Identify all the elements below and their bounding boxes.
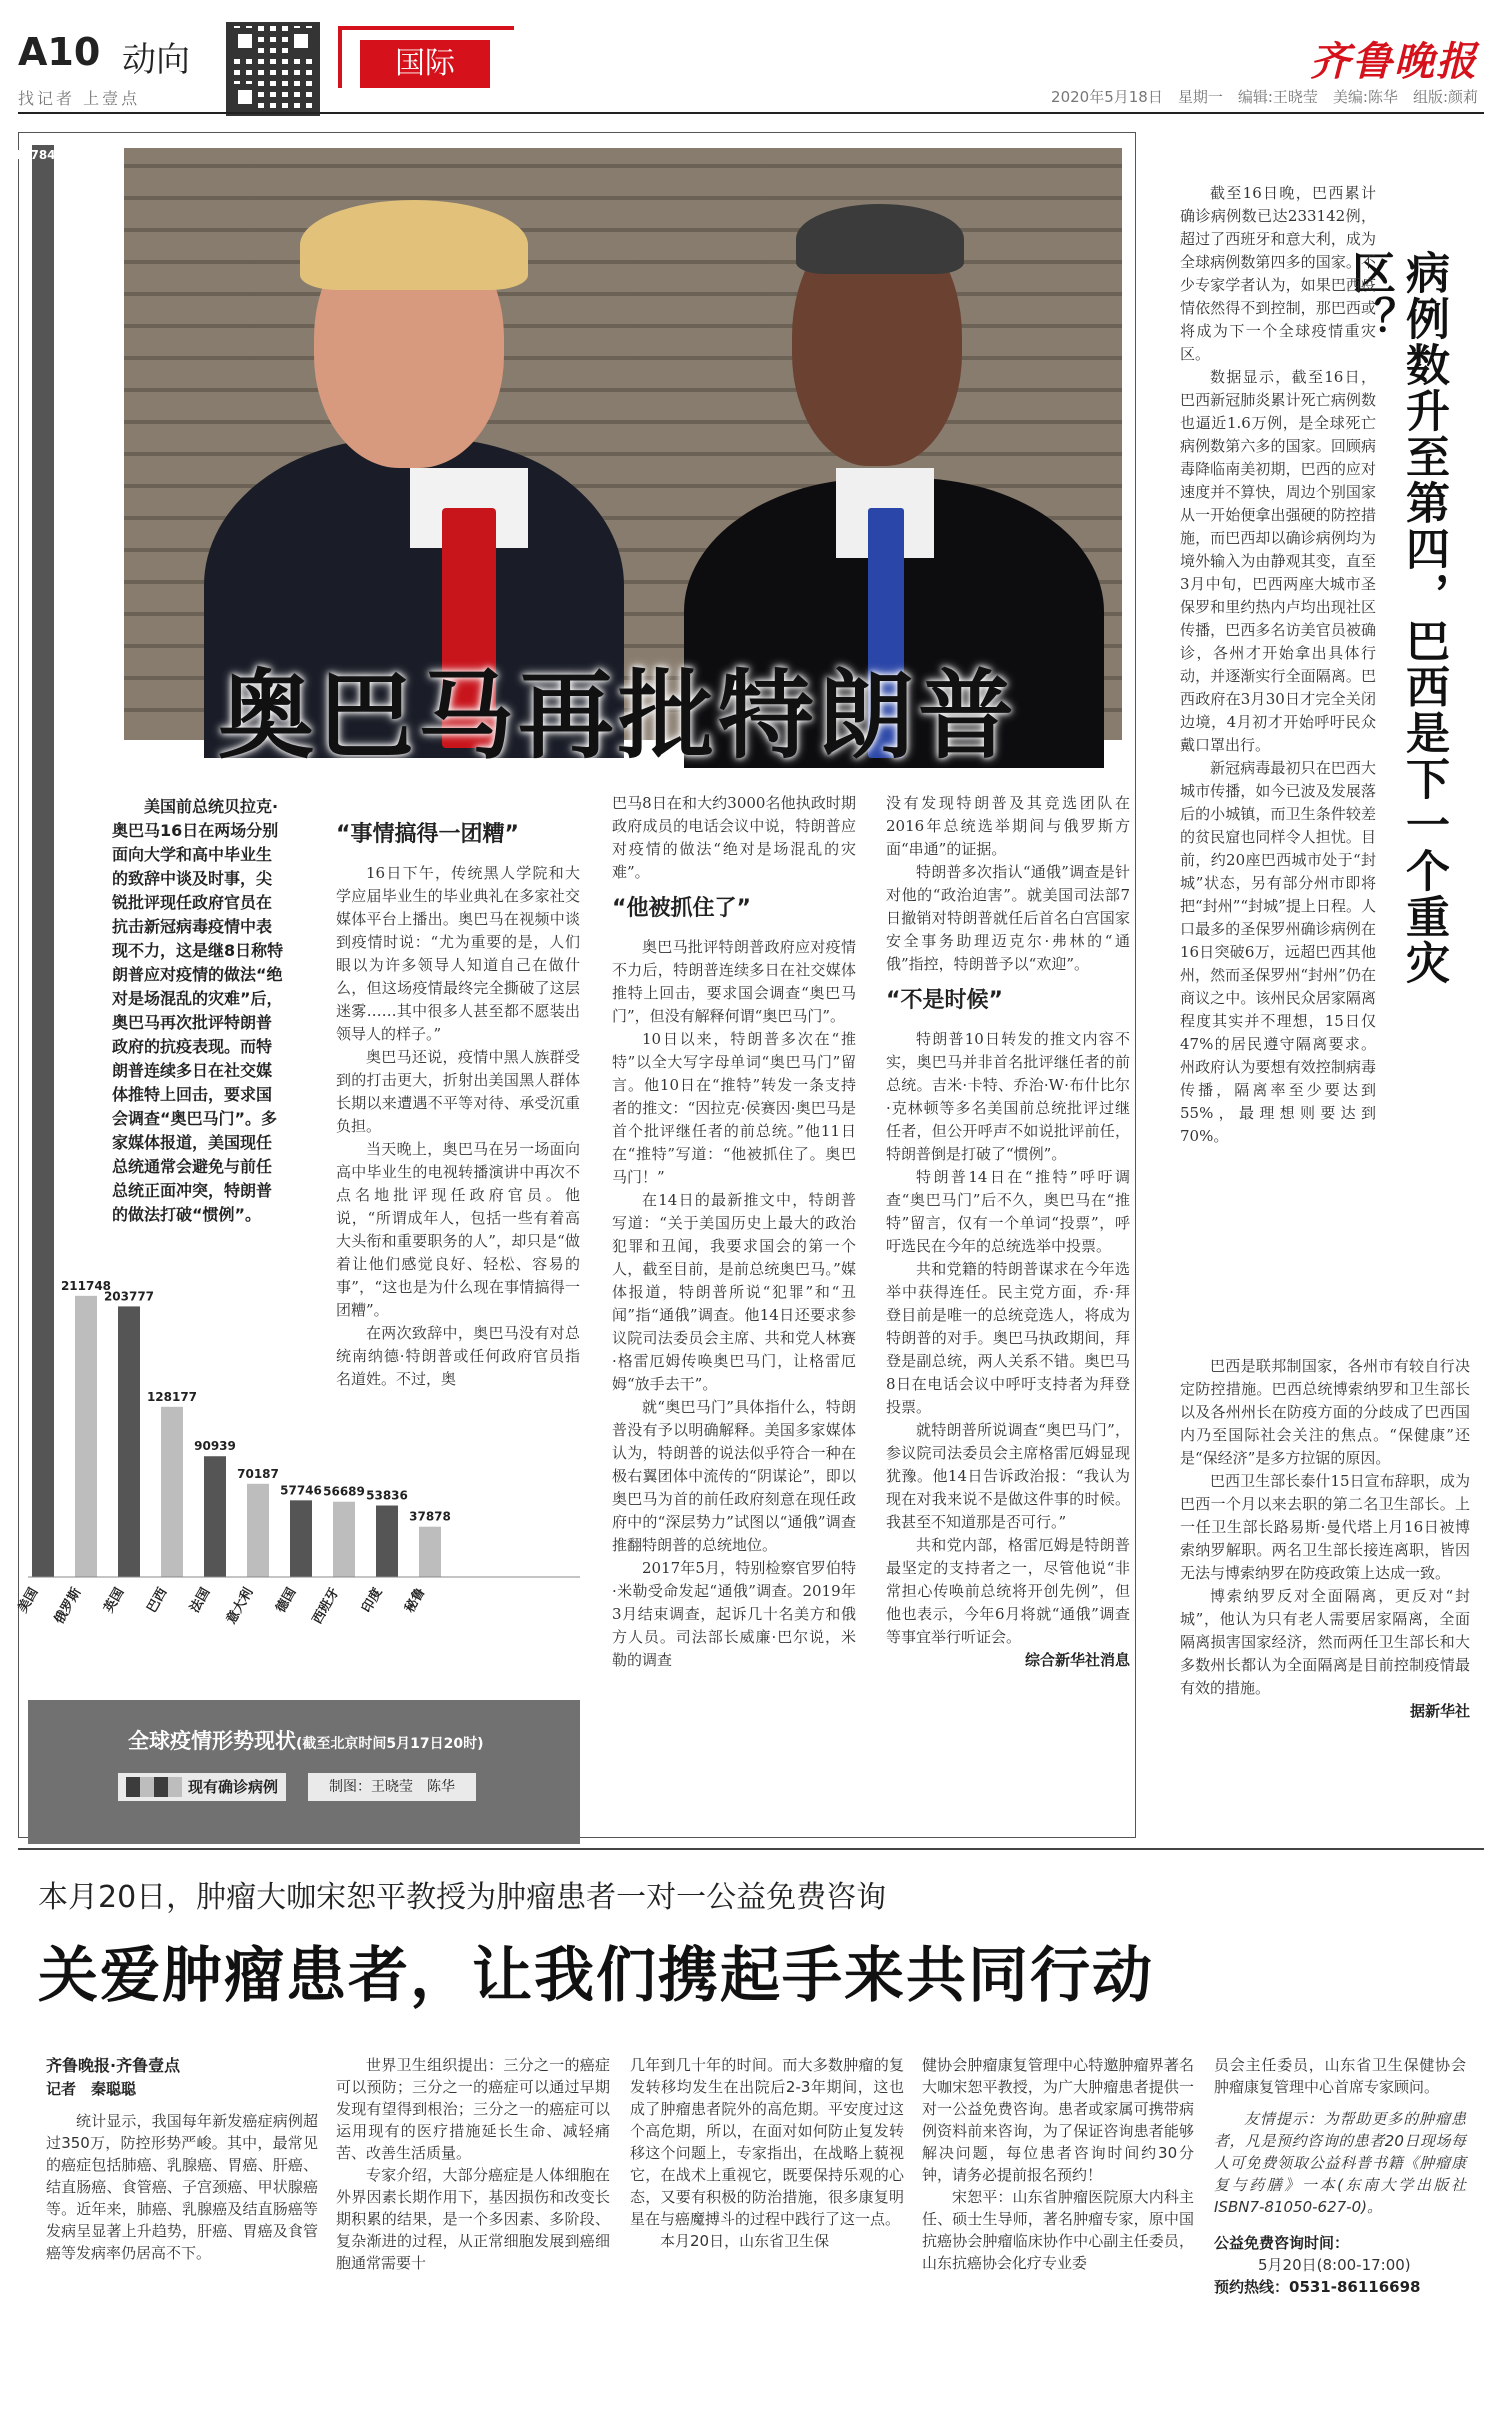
ad-subheadline: 本月20日，肿瘤大咖宋恕平教授为肿瘤患者一对一公益免费咨询 (38, 1880, 887, 1915)
newspaper-logo: 齐鲁晚报 (1310, 38, 1478, 85)
paragraph: 本月20日，山东省卫生保 (660, 2232, 830, 2250)
bar-5 (247, 1484, 269, 1577)
ad-column-3 (630, 2054, 904, 2252)
category-label-2: 英国 (101, 1585, 128, 1616)
category-label-7: 西班牙 (309, 1585, 343, 1627)
bar-0 (32, 145, 54, 1577)
ad-byline: 齐鲁晚报·齐鲁壹点 (46, 2056, 181, 2075)
section-tag (338, 26, 514, 88)
issue-meta: 2020年5月18日 星期一 编辑:王晓莹 美编:陈华 组版:颜莉 (1051, 88, 1478, 106)
paragraph: 博索纳罗反对全面隔离，更反对“封城”，他认为只有老人需要居家隔离，全面隔离损害国家经济，然而两任卫生部长和大多数州长都认为全面隔离是目前控制疫情最有效的措施。 (1180, 1587, 1470, 1697)
category-label-5: 意大利 (223, 1585, 257, 1627)
paragraph: 巴西卫生部长泰什15日宣布辞职，成为巴西一个月以来去职的第二名卫生部长。上一任卫生部长路易斯·曼代塔上月16日被博索纳罗解职。两名卫生部长接连离职，皆因无法与博索纳罗在防疫政策上达成一致。 (1180, 1472, 1470, 1582)
data-label-0: 1078428 (13, 148, 73, 162)
category-label-1: 俄罗斯 (51, 1585, 85, 1627)
ad-column-4 (922, 2054, 1194, 2274)
qr-code-icon[interactable] (226, 22, 320, 116)
legend-swatch (126, 1777, 182, 1797)
ad-column-2 (336, 2054, 610, 2274)
paragraph: 新冠病毒最初只在巴西大城市传播，如今已波及发展落后的小城镇，而卫生条件较差的贫民窟也同样令人担忧。目前，约20座巴西城市处于“封城”状态，另有部分州市即将把“封州”“封城”提上日程。人口最多的圣保罗州确诊病例在16日突破6万，远超巴西其他州，然而圣保罗州“封州”仍在商议之中。该州民众居家隔离程度其实并不理想，15日仅47%的居民遵守隔离要求。州政府认为要想有效控制病毒传播，隔离率至少要达到55%，最理想则要达到70%。 (1180, 759, 1376, 1145)
paragraph: 专家介绍，大部分癌症是人体细胞在外界因素长期作用下，基因损伤和改变长期积累的结果，是一个多因素、多阶段、复杂渐进的过程，从正常细胞发展到癌细胞通常需要十 (336, 2166, 610, 2272)
category-label-8: 印度 (359, 1585, 386, 1616)
data-label-3: 128177 (146, 1389, 198, 1404)
data-label-2: 203777 (103, 1289, 155, 1304)
data-label-6: 57746 (280, 1483, 322, 1498)
paragraph: 16日下午，传统黑人学院和大学应届毕业生的毕业典礼在多家社交媒体平台上播出。奥巴马在视频中谈到疫情时说：“尤为重要的是，人们眼以为许多领导人知道自己在做什么，但这场疫情最终完全撕破了这层迷雾……其中很多人甚至都不愿装出领导人的样子。” (336, 864, 580, 1043)
header-divider (18, 112, 1484, 114)
paragraph: 巴马8日在和大约3000名他执政时期政府成员的电话会议中说，特朗普应对疫情的做法“绝对是场混乱的灾难”。 (612, 794, 856, 881)
consult-time-label: 公益免费咨询时间： (1214, 2234, 1350, 2252)
paragraph: 员会主任委员，山东省卫生保健协会肿瘤康复管理中心首席专家顾问。 (1214, 2056, 1466, 2096)
paragraph: 没有发现特朗普及其竞选团队在2016年总统选举期间与俄罗斯方面“串通”的证据。 (886, 794, 1130, 858)
paragraph: 巴西是联邦制国家，各州市有较自行决定防控措施。巴西总统博索纳罗和卫生部长以及各州州长在防疫方面的分歧成了巴西国内乃至国际社会关注的焦点。“保健康”还是“保经济”是多方拉锯的原因。 (1180, 1357, 1470, 1467)
paragraph: 截至16日晚，巴西累计确诊病例数已达233142例，超过了西班牙和意大利，成为全球病例数第四多的国家。不少专家学者认为，如果巴西疫情依然得不到控制，那巴西或将成为下一个全球疫情重灾区。 (1180, 184, 1376, 363)
category-label-6: 德国 (273, 1585, 300, 1616)
paragraph: 特朗普多次指认“通俄”调查是针对他的“政治迫害”。就美国司法部7日撤销对特朗普就任后首名白宫国家安全事务助理迈克尔·弗林的“通俄”指控，特朗普予以“欢迎”。 (886, 863, 1130, 973)
side-column-bottom (1180, 1355, 1470, 1723)
subhead-3: “不是时候” (886, 988, 1003, 1013)
paragraph: 就特朗普所说调查“奥巴马门”，参议院司法委员会主席格雷厄姆显现犹豫。他14日告诉政治报：“我认为现在对我来说不是做这件事的时候。我甚至不知道那是否可行。” (886, 1421, 1130, 1531)
subhead-1: “事情搞得一团糟” (336, 822, 519, 847)
article-column-3 (886, 792, 1130, 1672)
chart-legend (118, 1773, 286, 1801)
paragraph: 友情提示：为帮助更多的肿瘤患者，凡是预约咨询的患者20日现场每人可免费领取公益科普书籍《肿瘤康复与药膳》一本(东南大学出版社ISBN7-81050-627-0)。 (1214, 2110, 1466, 2216)
category-label-3: 巴西 (144, 1585, 171, 1616)
paragraph: 奥巴马还说，疫情中黑人族群受到的打击更大，折射出美国黑人群体长期以来遭遇不平等对待、承受沉重负担。 (336, 1048, 580, 1135)
lead-paragraph: 美国前总统贝拉克·奥巴马16日在两场分别面向大学和高中毕业生的致辞中谈及时事，尖锐批评现任政府官员在抗击新冠病毒疫情中表现不力，这是继8日称特朗普应对疫情的做法“绝对是场混乱的灾难”后，奥巴马再次批评特朗普政府的抗疫表现。而特朗普连续多日在社交媒体推特上回击，要求国会调查“奥巴马门”。多家媒体报道，美国现任总统通常会避免与前任总统正面冲突，特朗普的做法打破“惯例”。 (112, 797, 284, 1224)
data-label-5: 70187 (237, 1466, 279, 1481)
paragraph: 10日以来，特朗普多次在“推特”以全大写字母单词“奥巴马门”留言。他10日在“推特”转发一条支持者的推文：“因拉克·侯赛因·奥巴马是首个批评继任者的前总统。”他11日在“推特”写道：“他被抓住了。奥巴马门！” (612, 1030, 856, 1186)
paragraph: 数据显示，截至16日，巴西新冠肺炎累计死亡病例数也逼近1.6万例，是全球死亡病例数第六多的国家。回顾病毒降临南美初期，巴西的应对速度并不算快，周边个别国家从一开始便拿出强硬的防控措施，而巴西却以确诊病例均为境外输入为由静观其变，直至3月中旬，巴西两座大城市圣保罗和里约热内卢均出现社区传播，巴西多名访美官员被确诊，各州才开始拿出具体行动，并逐渐实行全面隔离。巴西政府在3月30日才完全关闭边境，4月初才开始呼吁民众戴口罩出行。 (1180, 368, 1376, 754)
paragraph: 就“奥巴马门”具体指什么，特朗普没有予以明确解释。美国多家媒体认为，特朗普的说法似乎符合一种在极右翼团体中流传的“阴谋论”，即以奥巴马为首的前任政府刻意在现任政府中的“深层势力”试图以“通俄”调查推翻特朗普的总统地位。 (612, 1398, 856, 1554)
paragraph: 健协会肿瘤康复管理中心特邀肿瘤界著名大咖宋恕平教授，为广大肿瘤患者提供一对一公益免费咨询。患者或家属可携带病例资料前来咨询，为了保证咨询患者能够解决问题，每位患者咨询时间约30分钟，请务必提前报名预约！ (922, 2056, 1194, 2184)
section-tag-label: 国际 (360, 40, 490, 88)
article-credit: 综合新华社消息 (1024, 1651, 1130, 1669)
data-label-7: 56689 (323, 1484, 365, 1499)
bar-1 (75, 1296, 97, 1577)
bar-7 (333, 1502, 355, 1577)
paragraph: 奥巴马批评特朗普政府应对疫情不力后，特朗普连续多日在社交媒体推特上回击，要求国会调查“奥巴马门”，但没有解释何谓“奥巴马门”。 (612, 938, 856, 1025)
data-label-4: 90939 (194, 1439, 236, 1454)
paragraph: 统计显示，我国每年新发癌症病例超过350万，防控形势严峻。其中，最常见的癌症包括肺癌、乳腺癌、胃癌、肝癌、结直肠癌、食管癌、子宫颈癌、甲状腺癌等。近年来，肺癌、乳腺癌及结直肠癌等发病呈显著上升趋势，肝癌、胃癌及食管癌等发病率仍居高不下。 (46, 2112, 318, 2262)
side-headline: 病例数升至第四，巴西是下一个重灾区？ (1344, 250, 1449, 986)
category-label-9: 秘鲁 (402, 1585, 429, 1616)
advertorial (18, 1862, 1484, 2402)
data-label-1: 211748 (60, 1278, 112, 1293)
chart-title: 全球疫情形势现状(截至北京时间5月17日20时) (128, 1729, 484, 1753)
paragraph: 2017年5月，特别检察官罗伯特·米勒受命发起“通俄”调查。2019年3月结束调查，起诉几十名美方和俄方人员。司法部长威廉·巴尔说，米勒的调查 (612, 1559, 856, 1669)
side-credit: 据新华社 (1409, 1702, 1470, 1720)
ad-column-5 (1214, 2054, 1466, 2298)
paragraph: 在14日的最新推文中，特朗普写道：“关于美国历史上最大的政治犯罪和丑闻，我要求国会的第一个人，截至目前，是前总统奥巴马。”媒体报道，特朗普所说“犯罪”和“丑闻”指“通俄”调查。他14日还要求参议院司法委员会主席、共和党人林赛·格雷厄姆传唤奥巴马门，让格雷厄姆“放手去干”。 (612, 1191, 856, 1393)
bar-6 (290, 1500, 312, 1577)
ad-reporter: 记者 秦聪聪 (46, 2080, 137, 2098)
main-headline: 奥巴马再批特朗普 (218, 660, 1018, 772)
bar-9 (419, 1527, 441, 1577)
data-label-9: 37878 (409, 1509, 451, 1524)
motto: 找记者 上壹点 (18, 89, 141, 108)
subhead-2: “他被抓住了” (612, 896, 751, 921)
section-name: 动向 (122, 40, 190, 80)
ad-headline: 关爱肿瘤患者，让我们携起手来共同行动 (38, 1941, 1154, 2011)
data-label-8: 53836 (366, 1488, 408, 1503)
bar-4 (204, 1456, 226, 1577)
category-label-4: 法国 (187, 1585, 214, 1616)
paragraph: 共和党内部，格雷厄姆是特朗普最坚定的支持者之一，尽管他说“非常担心传唤前总统将开创先例”，但他也表示，今年6月将就“通俄”调查等事宜举行听证会。 (886, 1536, 1130, 1646)
article-column-1 (336, 810, 580, 1391)
paragraph: 共和党籍的特朗普谋求在今年选举中获得连任。民主党方面，乔·拜登目前是唯一的总统竞选人，将成为特朗普的对手。奥巴马执政期间，拜登是副总统，两人关系不错。奥巴马8日在电话会议中呼吁支持者为拜登投票。 (886, 1260, 1130, 1416)
paragraph: 当天晚上，奥巴马在另一场面向高中毕业生的电视转播演讲中再次不点名地批评现任政府官员。他说，“所谓成年人，包括一些有着高大头衔和重要职务的人”，却只是“做着让他们感觉良好、轻松、容易的事”，“这也是为什么现在事情搞得一团糟”。 (336, 1140, 580, 1319)
paragraph: 特朗普14日在“推特”呼吁调查“奥巴马门”后不久，奥巴马在“推特”留言，仅有一个单词“投票”，呼吁选民在今年的总统选举中投票。 (886, 1168, 1130, 1255)
legend-label: 现有确诊病例 (188, 1778, 279, 1796)
category-label-0: 美国 (15, 1585, 42, 1616)
consult-time: 5月20日(8:00-17:00) (1258, 2256, 1411, 2274)
article-column-2 (612, 792, 856, 1672)
paragraph: 宋恕平：山东省肿瘤医院原大内科主任、硕士生导师，著名肿瘤专家，原中国抗癌协会肿瘤临床协作中心副主任委员，山东抗癌协会化疗专业委 (922, 2188, 1194, 2272)
chart-title-box (28, 1700, 580, 1844)
page-number: A10 (18, 30, 101, 74)
paragraph: 特朗普10日转发的推文内容不实，奥巴马并非首名批评继任者的前总统。吉米·卡特、乔治·W·布什比尔·克林顿等多名美国前总统批评过继任者，但公开呼声不如说批评前任，特朗普倒是打破了“惯例”。 (886, 1030, 1130, 1163)
hotline[interactable]: 预约热线：0531-86116698 (1214, 2278, 1421, 2296)
page-header (18, 22, 1484, 110)
ad-divider (18, 1848, 1484, 1850)
bar-3 (161, 1407, 183, 1577)
paragraph: 世界卫生组织提出：三分之一的癌症可以预防；三分之一的癌症可以通过早期发现有望得到根治；三分之一的癌症可以运用现有的医疗措施延长生命、减轻痛苦、改善生活质量。 (336, 2056, 610, 2162)
chart-credit: 制图：王晓莹 陈华 (308, 1773, 476, 1801)
bar-8 (376, 1506, 398, 1577)
paragraph: 在两次致辞中，奥巴马没有对总统南纳德·特朗普或任何政府官员指名道姓。不过，奥 (336, 1324, 580, 1388)
bar-2 (118, 1306, 140, 1577)
paragraph: 几年到几十年的时间。而大多数肿瘤的复发转移均发生在出院后2-3年期间，这也成了肿瘤患者院外的高危期。平安度过这个高危期，所以，在面对如何防止复发转移这个问题上，专家指出，在战略上藐视它，在战术上重视它，既要保持乐观的心态，又要有积极的防治措施，很多康复明星在与癌魔搏斗的过程中践行了这一点。 (630, 2056, 904, 2228)
chart-subtitle: (截至北京时间5月17日20时) (296, 1736, 484, 1752)
ad-column-1 (46, 2054, 318, 2264)
